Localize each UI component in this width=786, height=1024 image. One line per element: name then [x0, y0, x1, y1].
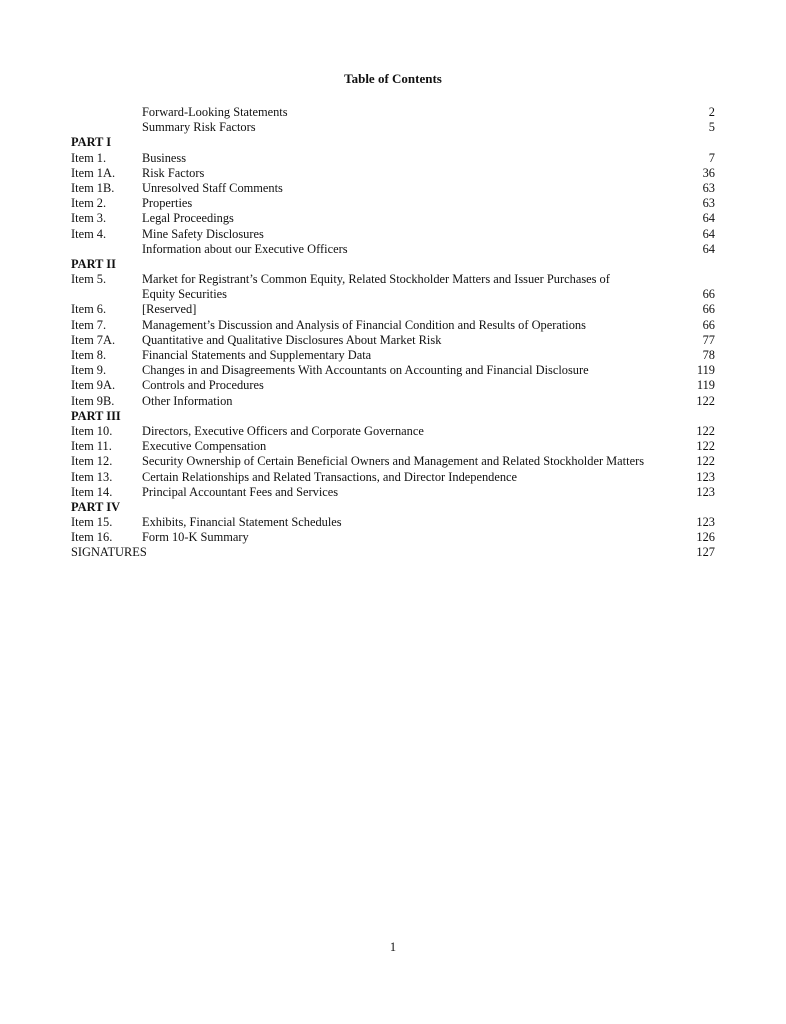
toc-row[interactable] — [71, 105, 715, 120]
toc-page-number: 64 — [702, 211, 715, 226]
toc-page-number: 66 — [702, 287, 715, 302]
toc-page-number: 122 — [696, 439, 715, 454]
toc-page-number: 5 — [708, 120, 715, 135]
toc-item-title: Other Information — [142, 393, 233, 408]
toc-item-title: Summary Risk Factors — [142, 120, 256, 135]
toc-row[interactable] — [71, 302, 715, 317]
toc-row[interactable] — [71, 424, 715, 439]
toc-part-heading — [71, 257, 715, 272]
toc-row[interactable] — [71, 211, 715, 226]
toc-item-number: Item 1B. — [71, 180, 115, 195]
page-title: Table of Contents — [344, 71, 442, 86]
toc-page-number: 78 — [702, 348, 715, 362]
toc-item-number: Item 9B. — [71, 393, 115, 408]
toc-row[interactable] — [71, 363, 715, 378]
toc-row[interactable] — [71, 394, 715, 409]
toc-item-number: Item 12. — [71, 454, 113, 469]
toc-item-number: SIGNATURES — [71, 545, 147, 560]
toc-page-number: 66 — [702, 317, 715, 332]
toc-item-number: Item 1A. — [71, 165, 116, 180]
toc-item-number: Item 4. — [71, 226, 107, 241]
toc-item-title: Security Ownership of Certain Beneficial Owners and Management and Related Stockholder Matters — [142, 454, 645, 469]
toc-item-number: Item 3. — [71, 211, 107, 226]
page-number: 1 — [389, 940, 397, 954]
toc-item-title: Market for Registrant’s Common Equity, Related Stockholder Matters and Issuer Purchases of — [142, 272, 610, 287]
toc-row[interactable] — [71, 378, 715, 393]
toc-row[interactable] — [71, 530, 715, 545]
toc-item-title: Directors, Executive Officers and Corporate Governance — [142, 423, 424, 438]
toc-part-heading — [71, 135, 715, 150]
toc-item-title: Exhibits, Financial Statement Schedules — [142, 515, 342, 530]
toc-row[interactable] — [71, 242, 715, 257]
toc-row[interactable] — [71, 348, 715, 363]
toc-item-title: Controls and Procedures — [142, 378, 264, 393]
toc-item-number: Item 2. — [71, 196, 107, 211]
toc-page-number: 122 — [696, 454, 715, 469]
toc-item-title: Information about our Executive Officers — [142, 241, 348, 256]
toc-row[interactable] — [71, 470, 715, 485]
toc-row[interactable] — [71, 318, 715, 333]
toc-page-number: 36 — [702, 165, 715, 180]
toc-item-title: Certain Relationships and Related Transactions, and Director Independence — [142, 469, 518, 484]
toc-item-title: Changes in and Disagreements With Accountants on Accounting and Financial Disclosure — [142, 363, 589, 378]
toc-item-number: Item 6. — [71, 302, 107, 317]
toc-item-number: Item 14. — [71, 484, 113, 499]
toc-item-number: Item 5. — [71, 272, 107, 287]
table-of-contents — [71, 105, 715, 561]
toc-page-number: 122 — [696, 423, 715, 438]
toc-item-number: Item 13. — [71, 469, 113, 484]
toc-row[interactable] — [71, 485, 715, 500]
toc-row[interactable] — [71, 454, 715, 469]
toc-page-number: 126 — [696, 530, 715, 545]
toc-row[interactable] — [71, 439, 715, 454]
toc-part-heading — [71, 409, 715, 424]
toc-item-title: Properties — [142, 196, 193, 211]
toc-item-number: Item 9A. — [71, 378, 116, 393]
toc-item-title: Form 10-K Summary — [142, 530, 249, 545]
part-label: PART I — [71, 135, 112, 150]
toc-item-number: Item 15. — [71, 515, 113, 530]
toc-part-heading — [71, 500, 715, 515]
toc-page-number: 119 — [696, 363, 715, 378]
toc-row[interactable] — [71, 227, 715, 242]
toc-item-title: Risk Factors — [142, 165, 205, 180]
toc-row[interactable] — [71, 181, 715, 196]
toc-item-title: Quantitative and Qualitative Disclosures About Market Risk — [142, 332, 442, 347]
toc-item-number: Item 7. — [71, 317, 107, 332]
toc-row[interactable] — [71, 287, 715, 302]
toc-page-number: 2 — [708, 105, 715, 119]
toc-page-number: 64 — [702, 241, 715, 256]
toc-item-number: Item 10. — [71, 423, 113, 438]
toc-item-number: Item 1. — [71, 150, 107, 165]
toc-row[interactable] — [71, 272, 715, 287]
toc-item-number: Item 9. — [71, 363, 107, 378]
toc-page-number: 122 — [696, 393, 715, 408]
toc-page-number: 7 — [708, 150, 715, 165]
toc-item-title: Unresolved Staff Comments — [142, 180, 283, 195]
toc-item-number: Item 16. — [71, 530, 113, 545]
part-label: PART II — [71, 256, 116, 271]
toc-row[interactable] — [71, 333, 715, 348]
toc-item-title: Business — [142, 150, 187, 165]
toc-item-title: Equity Securities — [142, 287, 227, 302]
toc-page-number: 66 — [702, 302, 715, 317]
toc-item-number: Item 11. — [71, 439, 112, 454]
toc-page-number: 63 — [702, 180, 715, 195]
toc-item-title: Legal Proceedings — [142, 211, 234, 226]
toc-page-number: 63 — [702, 196, 715, 211]
toc-item-title: Forward-Looking Statements — [142, 105, 288, 119]
toc-item-title: Principal Accountant Fees and Services — [142, 484, 339, 499]
toc-row-signatures[interactable] — [71, 545, 715, 560]
toc-item-title: Financial Statements and Supplementary Data — [142, 348, 372, 362]
toc-page-number: 123 — [696, 515, 715, 530]
toc-page-number: 127 — [696, 545, 715, 560]
toc-row[interactable] — [71, 120, 715, 135]
toc-page-number: 123 — [696, 469, 715, 484]
toc-row[interactable] — [71, 166, 715, 181]
part-label: PART III — [71, 408, 121, 423]
toc-item-number: Item 7A. — [71, 332, 116, 347]
toc-item-title: Executive Compensation — [142, 439, 267, 454]
toc-row[interactable] — [71, 196, 715, 211]
toc-page-number: 77 — [702, 332, 715, 347]
toc-page-number: 64 — [702, 226, 715, 241]
toc-page-number: 119 — [696, 378, 715, 393]
toc-row[interactable] — [71, 151, 715, 166]
toc-row[interactable] — [71, 515, 715, 530]
toc-item-title: [Reserved] — [142, 302, 197, 317]
toc-page-number: 123 — [696, 484, 715, 499]
toc-item-title: Mine Safety Disclosures — [142, 226, 264, 241]
part-label: PART IV — [71, 499, 121, 514]
toc-item-number: Item 8. — [71, 348, 107, 362]
toc-item-title: Management’s Discussion and Analysis of Financial Condition and Results of Operations — [142, 317, 586, 332]
